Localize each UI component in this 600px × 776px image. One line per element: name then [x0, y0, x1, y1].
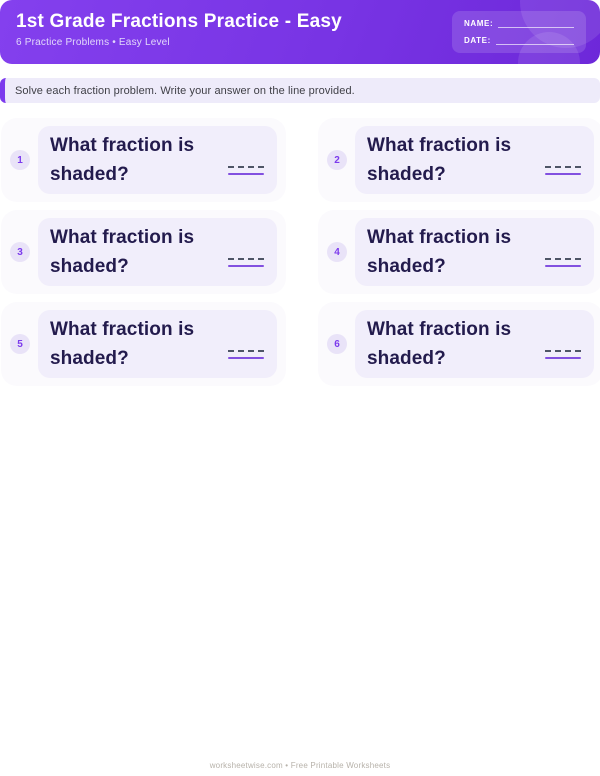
answer-blank [228, 350, 264, 359]
answer-line-bottom [545, 173, 581, 175]
answer-line-bottom [228, 357, 264, 359]
answer-line-top [228, 258, 264, 260]
date-write-line [496, 37, 574, 45]
answer-blank [228, 166, 264, 175]
problem-card [318, 118, 600, 202]
problem-question: What fraction is shaded? [367, 135, 512, 185]
date-label: DATE: [464, 36, 491, 45]
page-title: 1st Grade Fractions Practice - Easy [16, 11, 342, 32]
answer-line-top [545, 350, 581, 352]
date-row [464, 36, 574, 45]
answer-line-bottom [228, 265, 264, 267]
instructions-text: Solve each fraction problem. Write your answer on the line provided. [15, 84, 355, 97]
answer-blank [545, 258, 581, 267]
problem-panel [38, 218, 277, 286]
problem-card [318, 302, 600, 386]
answer-blank [545, 350, 581, 359]
answer-line-top [545, 166, 581, 168]
problem-question: What fraction is shaded? [50, 135, 195, 185]
problem-question: What fraction is shaded? [50, 227, 195, 277]
problem-number-badge: 1 [10, 150, 30, 170]
footer-credit: worksheetwise.com • Free Printable Worksheets [209, 761, 391, 770]
problem-number-badge: 3 [10, 242, 30, 262]
name-label: NAME: [464, 19, 494, 28]
answer-line-top [545, 258, 581, 260]
problem-panel [355, 126, 594, 194]
problem-panel [355, 310, 594, 378]
page-subtitle: 6 Practice Problems • Easy Level [16, 37, 170, 48]
problem-panel [355, 218, 594, 286]
answer-line-top [228, 166, 264, 168]
problem-number-badge: 6 [327, 334, 347, 354]
worksheet-header [0, 0, 600, 64]
answer-line-bottom [545, 357, 581, 359]
problem-panel [38, 310, 277, 378]
problem-question: What fraction is shaded? [367, 227, 512, 277]
answer-line-bottom [545, 265, 581, 267]
instructions-banner [0, 78, 600, 103]
problem-card [1, 210, 286, 294]
problem-number-badge: 5 [10, 334, 30, 354]
problem-number-badge: 4 [327, 242, 347, 262]
problem-number-badge: 2 [327, 150, 347, 170]
name-row [464, 19, 574, 28]
answer-blank [545, 166, 581, 175]
answer-line-top [228, 350, 264, 352]
answer-blank [228, 258, 264, 267]
answer-line-bottom [228, 173, 264, 175]
problems-grid [0, 118, 600, 386]
name-date-box [452, 11, 586, 53]
problem-card [1, 302, 286, 386]
problem-panel [38, 126, 277, 194]
problem-card [1, 118, 286, 202]
problem-question: What fraction is shaded? [50, 319, 195, 369]
problem-card [318, 210, 600, 294]
header-text-block [16, 10, 342, 48]
problem-question: What fraction is shaded? [367, 319, 512, 369]
name-write-line [498, 20, 574, 28]
